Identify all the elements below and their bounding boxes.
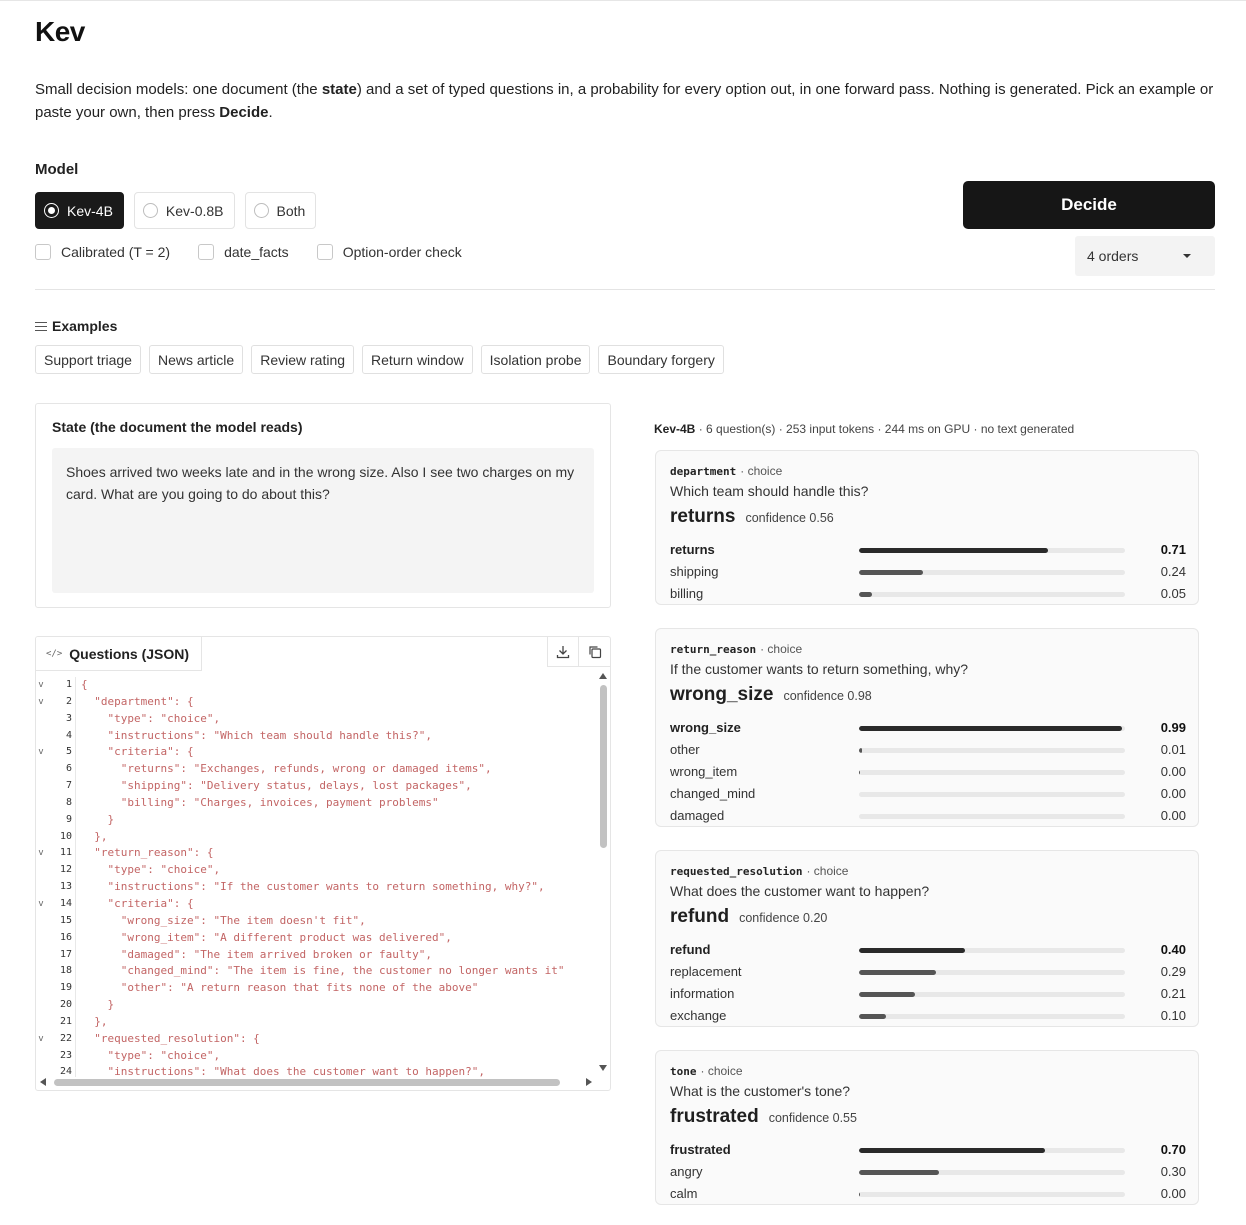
question-kind: · choice (740, 464, 783, 478)
option-row (670, 717, 1186, 739)
line-number: 4 (65, 729, 72, 741)
fold-spacer (36, 1014, 46, 1031)
option-label: billing (670, 586, 704, 601)
probability-bar (859, 770, 1125, 775)
option-probability: 0.30 (1160, 1164, 1186, 1179)
fold-spacer (36, 812, 46, 829)
fold-chevron-icon[interactable]: v (38, 680, 44, 690)
line-number: 15 (59, 914, 72, 926)
code-line: } (81, 998, 115, 1012)
answer-row (670, 1106, 857, 1128)
code-line: "requested_resolution": { (81, 1031, 260, 1045)
line-number: 3 (65, 712, 72, 724)
option-label: damaged (670, 808, 725, 823)
card-header (670, 1064, 743, 1078)
state-panel (35, 403, 611, 608)
option-probability: 0.05 (1160, 586, 1186, 601)
option-probability: 0.00 (1160, 1186, 1186, 1201)
scroll-right-arrow-icon[interactable] (586, 1078, 592, 1086)
model-option-label: Kev-4B (67, 202, 113, 219)
probability-fill (859, 1148, 1045, 1153)
fold-spacer (36, 829, 46, 846)
description-emphasis-decide: Decide (219, 104, 269, 121)
vertical-scrollbar[interactable] (598, 673, 608, 1071)
code-line: "damaged": "The item arrived broken or faulty", (81, 947, 432, 961)
result-card-requested-resolution (655, 850, 1199, 1027)
editor-gutter (36, 677, 76, 1077)
code-line: { (81, 678, 88, 691)
answer-row (670, 684, 872, 706)
fold-spacer (36, 930, 46, 947)
code-line: "type": "choice", (81, 1048, 221, 1062)
code-line: "type": "choice", (81, 711, 221, 725)
question-name: requested_resolution (670, 865, 803, 878)
fold-chevron-icon[interactable]: v (38, 747, 44, 758)
code-content[interactable] (81, 677, 598, 1077)
line-number: 16 (59, 931, 72, 943)
line-number: 23 (59, 1049, 72, 1061)
probability-fill (859, 770, 860, 775)
option-probability: 0.99 (1160, 720, 1186, 735)
code-line: "instructions": "What does the customer want to happen?", (81, 1065, 485, 1077)
line-number: 13 (59, 881, 72, 893)
result-card-department (655, 450, 1199, 605)
example-news-article[interactable]: News article (149, 345, 243, 374)
option-label: exchange (670, 1008, 727, 1023)
option-probability: 0.29 (1160, 964, 1186, 979)
scrollbar-thumb[interactable] (600, 685, 607, 848)
line-number: 19 (59, 982, 72, 994)
probability-fill (859, 992, 915, 997)
probability-bar (859, 592, 1125, 597)
section-divider (35, 289, 1215, 290)
code-line: "changed_mind": "The item is fine, the customer no longer wants it" (81, 964, 565, 978)
description-text: . (268, 104, 273, 121)
fold-spacer (36, 778, 46, 795)
option-label: wrong_size (670, 720, 741, 735)
download-button[interactable] (548, 637, 579, 667)
option-label: calm (670, 1186, 698, 1201)
code-line: "instructions": "Which team should handle this?", (81, 728, 432, 742)
questions-tab-label: Questions (JSON) (69, 645, 190, 662)
question-kind: · choice (760, 642, 803, 656)
answer-value: wrong_size (670, 684, 774, 705)
line-number: 6 (65, 763, 72, 775)
question-kind: · choice (806, 864, 849, 878)
question-text: If the customer wants to return something, why? (670, 661, 969, 677)
option-row (670, 783, 1186, 805)
top-border (0, 0, 1246, 1)
probability-bar (859, 792, 1125, 797)
line-number: 8 (65, 796, 72, 808)
option-label: frustrated (670, 1142, 731, 1157)
code-line: "other": "A return reason that fits none of the above" (81, 981, 479, 995)
scroll-up-arrow-icon[interactable] (599, 673, 607, 679)
option-label: information (670, 986, 735, 1001)
code-line: "shipping": "Delivery status, delays, lost packages", (81, 779, 472, 793)
probability-bar (859, 814, 1125, 819)
fold-spacer (36, 879, 46, 896)
option-row (670, 1139, 1186, 1161)
card-header (670, 864, 848, 878)
example-isolation-probe[interactable]: Isolation probe (481, 345, 591, 374)
download-icon (556, 645, 570, 659)
option-probability: 0.10 (1160, 1008, 1186, 1023)
caret-down-icon (1183, 254, 1191, 258)
description-text: ) and a set of typed questions in, a probability for every option out, in one forward pass. Nothing is generated. Pick an example or paste your own, then press (35, 81, 1214, 121)
option-order-checkbox[interactable] (317, 244, 462, 260)
fold-spacer (36, 980, 46, 997)
code-line: "department": { (81, 694, 194, 708)
option-probability: 0.21 (1160, 986, 1186, 1001)
option-row (670, 583, 1186, 605)
option-row (670, 1161, 1186, 1183)
line-number: 7 (65, 780, 72, 792)
copy-button[interactable] (579, 637, 610, 667)
code-line: "wrong_item": "A different product was delivered", (81, 930, 452, 944)
checkbox-label: date_facts (224, 244, 289, 260)
option-row (670, 739, 1186, 761)
result-card-return-reason (655, 628, 1199, 827)
fold-chevron-icon[interactable]: v (38, 848, 44, 859)
option-probability: 0.00 (1160, 786, 1186, 801)
checkbox-icon (317, 244, 333, 260)
option-probability: 0.00 (1160, 808, 1186, 823)
answer-value: returns (670, 506, 736, 527)
state-title: State (the document the model reads) (52, 419, 303, 435)
option-label: replacement (670, 964, 742, 979)
code-line: "criteria": { (81, 745, 194, 759)
option-row (670, 805, 1186, 827)
code-line: "criteria": { (81, 896, 194, 910)
results-summary (654, 422, 1074, 436)
probability-bar (859, 1148, 1125, 1153)
code-icon: </> (46, 648, 63, 659)
probability-fill (859, 726, 1122, 731)
option-label: wrong_item (670, 764, 738, 779)
options-checkbox-group (35, 244, 462, 260)
probability-bar (859, 548, 1125, 553)
probability-fill (859, 570, 923, 575)
probability-bar (859, 726, 1125, 731)
line-number: 11 (59, 847, 72, 859)
option-row (670, 1005, 1186, 1027)
question-text: Which team should handle this? (670, 483, 869, 499)
description-text: Small decision models: one document (the (35, 81, 322, 98)
option-row (670, 1183, 1186, 1205)
fold-spacer (36, 711, 46, 728)
fold-spacer (36, 728, 46, 745)
probability-fill (859, 748, 862, 753)
list-icon (35, 321, 47, 331)
example-review-rating[interactable]: Review rating (251, 345, 354, 374)
option-label: changed_mind (670, 786, 756, 801)
code-line: }, (81, 1014, 108, 1028)
date-facts-checkbox[interactable] (198, 244, 289, 260)
line-number: 21 (59, 1015, 72, 1027)
answer-value: refund (670, 906, 730, 927)
code-line: "return_reason": { (81, 846, 214, 860)
line-numbers (46, 677, 72, 1081)
fold-spacer (36, 963, 46, 980)
question-name: department (670, 465, 737, 478)
line-number: 24 (59, 1066, 72, 1078)
fold-spacer (36, 913, 46, 930)
model-radio-group (35, 192, 316, 229)
checkbox-icon (198, 244, 214, 260)
json-editor[interactable] (36, 677, 610, 1077)
model-label: Model (35, 161, 79, 178)
answer-row (670, 506, 834, 528)
questions-tab[interactable] (36, 637, 202, 671)
card-header (670, 464, 782, 478)
fold-chevron-icon[interactable]: v (38, 898, 44, 909)
fold-chevron-icon[interactable]: v (38, 1033, 44, 1044)
probability-fill (859, 1014, 886, 1019)
option-probability: 0.01 (1160, 742, 1186, 757)
horizontal-scrollbar[interactable] (40, 1077, 596, 1087)
option-label: shipping (670, 564, 719, 579)
question-text: What is the customer's tone? (670, 1083, 851, 1099)
code-line: "type": "choice", (81, 863, 221, 877)
probability-bar (859, 1014, 1125, 1019)
fold-spacer (36, 795, 46, 812)
probability-bar (859, 1170, 1125, 1175)
line-number: 14 (59, 897, 72, 909)
answer-confidence: confidence 0.56 (745, 511, 834, 525)
code-line: }, (81, 829, 108, 843)
fold-spacer (36, 862, 46, 879)
scroll-down-arrow-icon[interactable] (599, 1065, 607, 1071)
option-row (670, 939, 1186, 961)
probability-bar (859, 748, 1125, 753)
line-number: 10 (59, 830, 72, 842)
option-row (670, 561, 1186, 583)
fold-markers (36, 677, 46, 1081)
option-label: refund (670, 942, 711, 957)
copy-icon (588, 645, 602, 659)
line-number: 9 (65, 813, 72, 825)
examples-label: Examples (52, 318, 118, 334)
code-line: "wrong_size": "The item doesn't fit", (81, 913, 366, 927)
questions-panel (35, 636, 611, 1091)
line-number: 17 (59, 948, 72, 960)
option-probability: 0.24 (1160, 564, 1186, 579)
fold-spacer (36, 1048, 46, 1065)
option-probability: 0.00 (1160, 764, 1186, 779)
probability-fill (859, 1170, 939, 1175)
probability-bar (859, 570, 1125, 575)
model-option-label: Both (276, 202, 306, 219)
answer-confidence: confidence 0.55 (768, 1111, 857, 1125)
card-header (670, 642, 802, 656)
scroll-left-arrow-icon[interactable] (40, 1078, 46, 1086)
gutter-border (75, 677, 76, 1077)
fold-spacer (36, 947, 46, 964)
model-option-kev-0-8b[interactable] (134, 192, 235, 229)
results-model: Kev-4B (654, 422, 696, 436)
example-boundary-forgery[interactable]: Boundary forgery (598, 345, 723, 374)
option-probability: 0.40 (1160, 942, 1186, 957)
page-description (35, 78, 1215, 124)
question-name: tone (670, 1065, 697, 1078)
option-row (670, 761, 1186, 783)
scrollbar-thumb[interactable] (54, 1079, 560, 1086)
probability-bar (859, 1192, 1125, 1197)
line-number: 2 (65, 695, 72, 707)
option-probability: 0.70 (1160, 1142, 1186, 1157)
model-option-kev-4b[interactable] (35, 192, 124, 229)
fold-spacer (36, 761, 46, 778)
probability-bar (859, 970, 1125, 975)
code-line: "instructions": "If the customer wants to return something, why?", (81, 880, 545, 894)
examples-list (35, 345, 724, 374)
code-line: "billing": "Charges, invoices, payment problems" (81, 795, 439, 809)
result-card-tone (655, 1050, 1199, 1205)
probability-fill (859, 970, 936, 975)
line-number: 5 (65, 746, 72, 758)
answer-value: frustrated (670, 1106, 759, 1127)
option-row (670, 961, 1186, 983)
example-support-triage[interactable]: Support triage (35, 345, 141, 374)
answer-confidence: confidence 0.98 (783, 689, 872, 703)
line-number: 18 (59, 965, 72, 977)
answer-confidence: confidence 0.20 (739, 911, 828, 925)
line-number: 12 (59, 864, 72, 876)
question-kind: · choice (700, 1064, 743, 1078)
state-textarea[interactable]: Shoes arrived two weeks late and in the wrong size. Also I see two charges on my card. What are you going to do about this? (52, 448, 594, 593)
probability-fill (859, 592, 872, 597)
question-text: What does the customer want to happen? (670, 883, 930, 899)
results-meta: · 6 question(s) · 253 input tokens · 244 ms on GPU · no text generated (695, 422, 1075, 436)
probability-bar (859, 948, 1125, 953)
radio-selected-icon (44, 203, 59, 218)
calibrated-checkbox[interactable] (35, 244, 170, 260)
probability-fill (859, 1192, 860, 1197)
probability-fill (859, 948, 965, 953)
fold-spacer (36, 997, 46, 1014)
code-line: "returns": "Exchanges, refunds, wrong or damaged items", (81, 762, 492, 776)
line-number: 22 (59, 1032, 72, 1044)
checkbox-icon (35, 244, 51, 260)
line-number: 20 (59, 999, 72, 1011)
option-row (670, 539, 1186, 561)
model-option-label: Kev-0.8B (165, 202, 224, 219)
radio-empty-icon (143, 203, 158, 218)
checkbox-label: Option-order check (342, 244, 462, 260)
page-title: Kev (35, 16, 85, 47)
option-probability: 0.71 (1160, 542, 1186, 557)
model-option-both[interactable] (245, 192, 317, 229)
editor-actions (547, 637, 610, 667)
description-emphasis-state: state (321, 81, 357, 98)
fold-chevron-icon[interactable]: v (38, 696, 44, 707)
orders-dropdown-value: 4 orders (1087, 248, 1139, 264)
orders-dropdown[interactable] (1075, 236, 1215, 276)
option-label: angry (670, 1164, 703, 1179)
option-label: returns (670, 542, 715, 557)
radio-empty-icon (254, 203, 269, 218)
option-label: other (670, 742, 700, 757)
checkbox-label: Calibrated (T = 2) (61, 244, 171, 260)
probability-fill (859, 548, 1048, 553)
line-number: 1 (65, 679, 72, 690)
code-line: } (81, 812, 115, 826)
example-return-window[interactable]: Return window (362, 345, 473, 374)
decide-button[interactable]: Decide (963, 181, 1215, 229)
examples-heading (35, 318, 117, 334)
answer-row (670, 906, 827, 928)
probability-bar (859, 992, 1125, 997)
question-name: return_reason (670, 643, 757, 656)
option-row (670, 983, 1186, 1005)
